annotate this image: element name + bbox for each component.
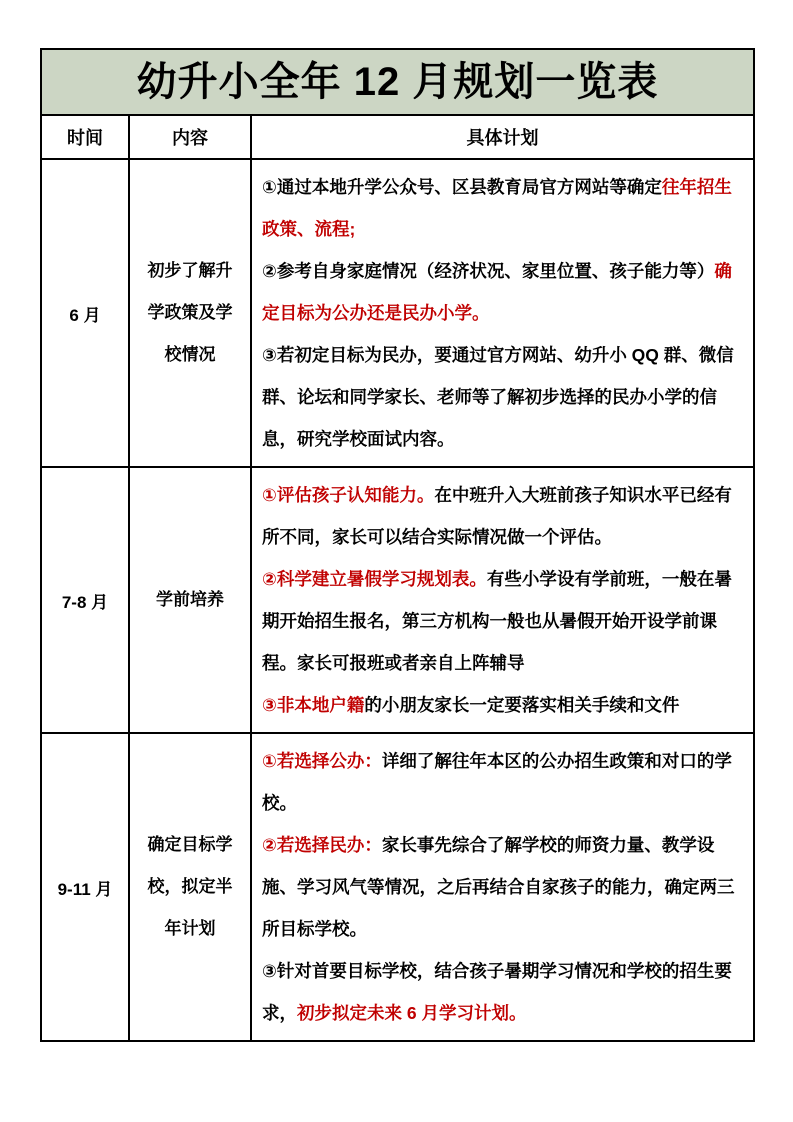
plan-text-segment: ②参考自身家庭情况（经济状况、家里位置、孩子能力等） (262, 261, 715, 281)
plan-item (262, 166, 743, 250)
col-header-plan: 具体计划 (251, 115, 754, 159)
time-cell: 7-8 月 (41, 467, 129, 733)
plan-item (262, 334, 743, 460)
plan-item (262, 740, 743, 824)
plan-table (40, 48, 755, 1042)
highlighted-text: 确定目标为公办还是民办小学。 (262, 261, 732, 323)
plan-item (262, 950, 743, 1034)
plan-text-segment: 的小朋友家长一定要落实相关手续和文件 (364, 695, 680, 715)
plan-cell (251, 467, 754, 733)
highlighted-text: ①若选择公办： (262, 751, 382, 771)
table-row (41, 733, 754, 1041)
plan-item (262, 824, 743, 950)
title-row (41, 49, 754, 115)
time-cell: 9-11 月 (41, 733, 129, 1041)
plan-text-segment: 在中班升入大班前孩子知识水平已经有所不同，家长可以结合实际情况做一个评估。 (262, 485, 732, 547)
time-cell: 6 月 (41, 159, 129, 467)
highlighted-text: 往年招生政策、流程; (262, 177, 732, 239)
plan-item (262, 474, 743, 558)
highlighted-text: 初步拟定未来 6 月学习计划。 (297, 1003, 527, 1023)
plan-text-segment: ①通过本地升学公众号、区县教育局官方网站等确定 (262, 177, 662, 197)
table-body (41, 159, 754, 1041)
col-header-time: 时间 (41, 115, 129, 159)
highlighted-text: ①评估孩子认知能力。 (262, 485, 435, 505)
page-title: 幼升小全年 12 月规划一览表 (41, 49, 754, 115)
plan-item (262, 250, 743, 334)
plan-text-segment: 家长事先综合了解学校的师资力量、教学设施、学习风气等情况，之后再结合自家孩子的能力，确定两三所目标学校。 (262, 835, 735, 939)
plan-item (262, 684, 743, 726)
plan-text-segment: ③针对首要目标学校，结合孩子暑期学习情况和学校的招生要求， (262, 961, 732, 1023)
plan-text-segment: 详细了解往年本区的公办招生政策和对口的学校。 (262, 751, 732, 813)
highlighted-text: ③非本地户籍 (262, 695, 365, 715)
plan-text-segment: 有些小学设有学前班，一般在暑期开始招生报名，第三方机构一般也从暑假开始开设学前课程。家长可报班或者亲自上阵辅导 (262, 569, 732, 673)
content-cell: 学前培养 (129, 467, 251, 733)
plan-cell (251, 733, 754, 1041)
table-row (41, 159, 754, 467)
plan-text-segment: ③若初定目标为民办，要通过官方网站、幼升小 QQ 群、微信群、论坛和同学家长、老师等了解初步选择的民办小学的信息，研究学校面试内容。 (262, 345, 734, 449)
table-header-row (41, 115, 754, 159)
plan-cell (251, 159, 754, 467)
content-cell: 确定目标学校，拟定半年计划 (129, 733, 251, 1041)
plan-item (262, 558, 743, 684)
highlighted-text: ②科学建立暑假学习规划表。 (262, 569, 487, 589)
highlighted-text: ②若选择民办： (262, 835, 382, 855)
table-row (41, 467, 754, 733)
col-header-content: 内容 (129, 115, 251, 159)
content-cell: 初步了解升学政策及学校情况 (129, 159, 251, 467)
